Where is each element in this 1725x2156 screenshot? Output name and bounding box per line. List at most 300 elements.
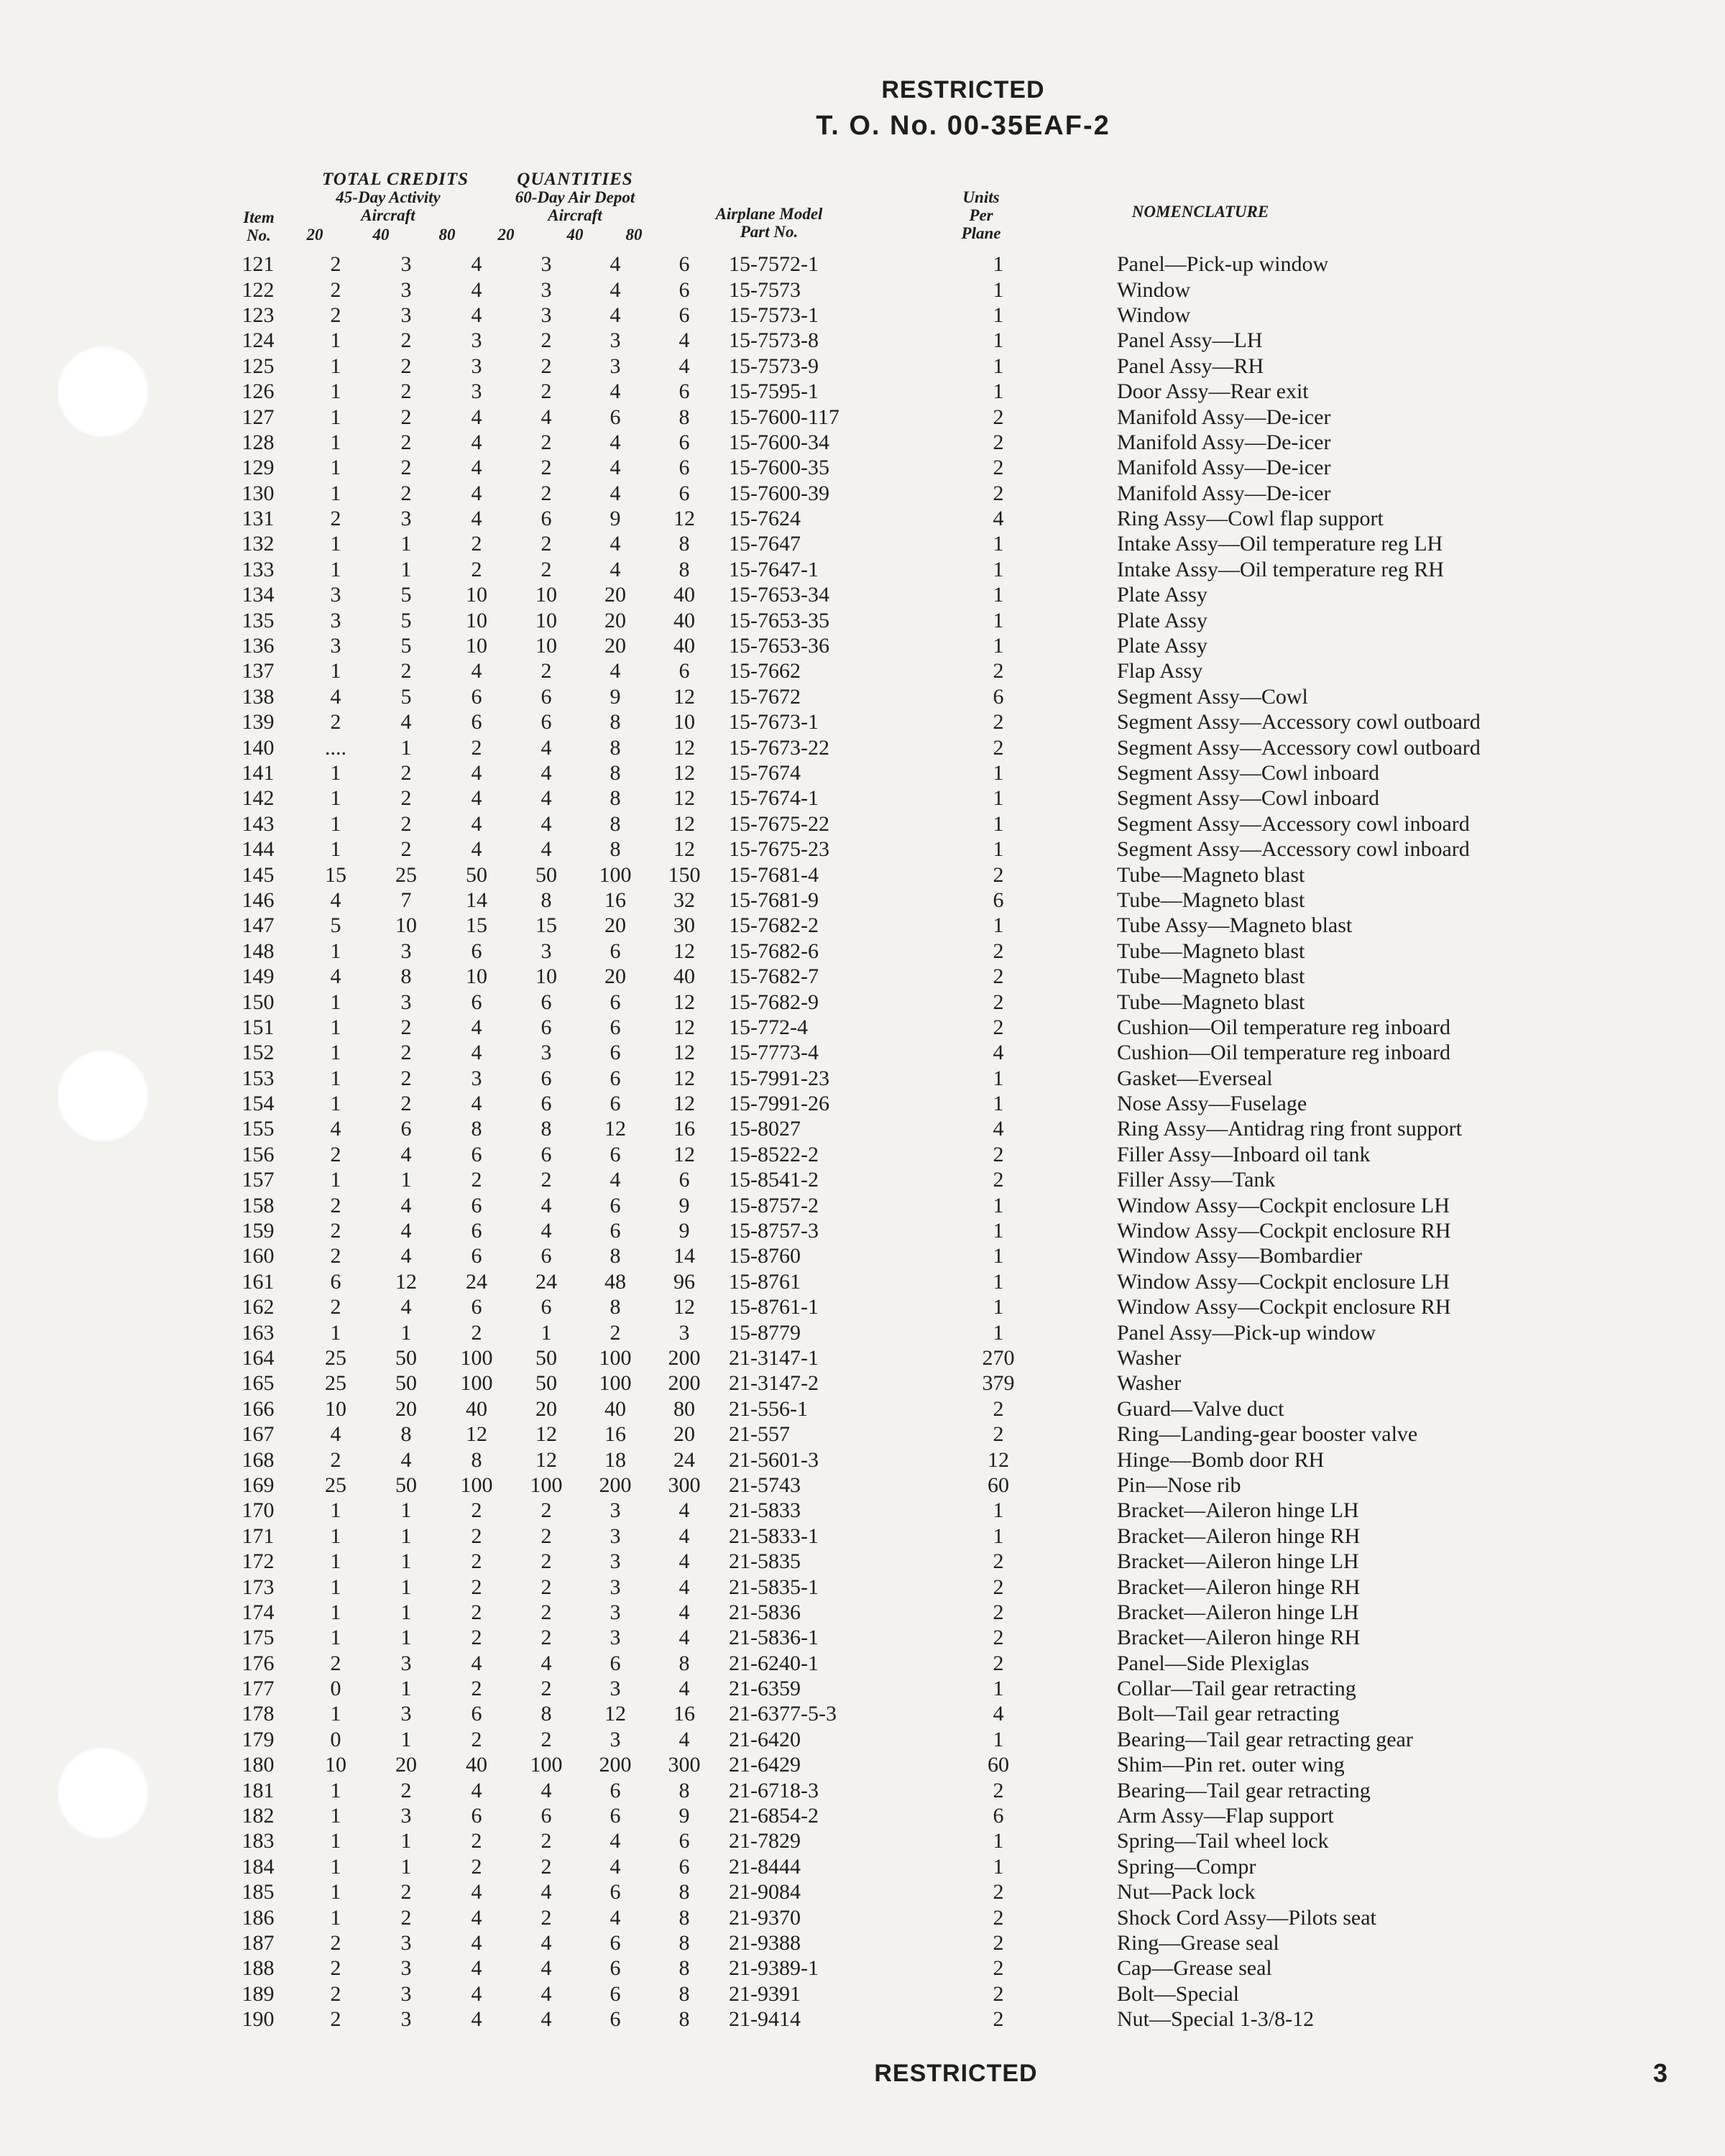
part-number-cell: 21-3147-2 [729,1371,819,1396]
depot-20-cell: 6 [540,1066,552,1090]
credits-80-cell: 2 [471,735,482,760]
depot-20-cell: 12 [535,1422,557,1447]
depot-80-cell: 9 [678,1219,690,1243]
table-row [216,1345,1481,1370]
credits-40-cell: 4 [400,1295,412,1319]
depot-80-cell: 4 [678,354,690,378]
credits-40-cell: 20 [395,1396,417,1421]
credits-40-cell: 8 [400,1422,412,1447]
depot-40-cell: 3 [610,1600,621,1624]
sub-header-20b: 20 [497,226,515,244]
credits-40-cell: 2 [400,354,412,378]
depot-80-cell: 12 [673,1066,695,1090]
depot-40-cell: 4 [610,481,621,505]
depot-40-cell: 4 [610,277,621,302]
depot-20-cell: 6 [540,507,552,531]
units-per-plane-cell: 1 [993,811,1004,836]
depot-80-cell: 6 [678,252,690,277]
units-per-plane-cell: 1 [993,786,1004,811]
nomenclature-cell: Manifold Assy—De-icer [1117,481,1331,505]
units-per-plane-cell: 1 [993,1295,1004,1319]
item-number-cell: 186 [242,1905,275,1930]
table-row [216,1650,1481,1675]
units-per-plane-cell: 1 [993,1677,1004,1701]
credits-20-cell: 1 [330,328,341,353]
nomenclature-cell: Manifold Assy—De-icer [1117,430,1331,454]
depot-40-cell: 3 [610,1524,621,1548]
depot-40-cell: 6 [610,1880,621,1904]
nomenclature-cell: Spring—Tail wheel lock [1117,1829,1329,1853]
units-per-plane-cell: 2 [993,659,1004,683]
units-per-plane-cell: 12 [988,1447,1009,1472]
part-number-cell: 21-5601-3 [729,1447,819,1472]
credits-20-cell: 1 [330,1804,341,1828]
credits-20-cell: 2 [330,507,341,531]
depot-20-cell: 4 [540,786,552,811]
depot-20-cell: 4 [540,1193,552,1217]
part-number-cell: 21-5835 [729,1549,801,1574]
credits-20-cell: 2 [330,303,341,327]
table-row [216,1243,1481,1268]
part-number-cell: 15-7675-23 [729,837,829,862]
units-per-plane-cell: 1 [993,913,1004,938]
credits-20-cell: 2 [330,1244,341,1268]
credits-40-cell: 50 [395,1371,417,1396]
credits-40-cell: 4 [400,1219,412,1243]
item-number-cell: 154 [242,1092,275,1116]
credits-80-cell: 4 [471,1778,482,1802]
item-number-cell: 180 [242,1753,275,1777]
depot-80-cell: 6 [678,303,690,327]
table-row [216,1015,1481,1040]
page-number: 3 [1653,2058,1668,2088]
credits-40-cell: 25 [395,862,417,887]
depot-40-cell: 4 [610,1168,621,1192]
item-number-cell: 175 [242,1626,275,1650]
table-row [216,760,1481,786]
depot-40-cell: 3 [610,1498,621,1523]
units-per-plane-cell: 2 [993,710,1004,734]
credits-80-cell: 24 [466,1269,487,1294]
depot-20-cell: 2 [540,1626,552,1650]
depot-80-cell: 200 [668,1345,701,1370]
credits-40-cell: 20 [395,1753,417,1777]
item-number-cell: 147 [242,913,275,938]
credits-80-cell: 14 [466,888,487,912]
nomenclature-cell: Segment Assy—Cowl inboard [1117,786,1379,811]
item-number-cell: 141 [242,761,275,785]
credits-80-cell: 4 [471,811,482,836]
depot-80-cell: 16 [673,1117,695,1141]
credits-80-cell: 6 [471,1219,482,1243]
nomenclature-cell: Panel—Pick-up window [1117,252,1329,277]
depot-20-cell: 3 [540,303,552,327]
credits-20-cell: 1 [330,811,341,836]
table-row [216,1447,1481,1472]
depot-40-cell: 4 [610,659,621,683]
credits-80-cell: 4 [471,430,482,454]
item-number-cell: 129 [242,456,275,480]
table-row [216,1777,1481,1802]
item-number-cell: 121 [242,252,275,277]
depot-80-cell: 4 [678,1575,690,1599]
depot-20-cell: 4 [540,1219,552,1243]
credits-40-cell: 10 [395,913,417,938]
depot-20-cell: 6 [540,1015,552,1039]
table-row [216,888,1481,913]
part-number-cell: 15-772-4 [729,1015,808,1039]
depot-20-cell: 2 [540,481,552,505]
credits-40-cell: 2 [400,405,412,429]
depot-80-cell: 24 [673,1447,695,1472]
credits-40-cell: 2 [400,1041,412,1065]
total-credits-title: TOTAL CREDITS [321,170,469,189]
table-row [216,734,1481,760]
item-number-cell: 170 [242,1498,275,1523]
table-row [216,354,1481,379]
depot-40-cell: 8 [610,1244,621,1268]
credits-20-cell: 1 [330,939,341,963]
depot-40-cell: 40 [604,1396,626,1421]
units-per-plane-cell: 1 [993,379,1004,404]
depot-20-cell: 2 [540,1854,552,1879]
nomenclature-cell: Nut—Special 1-3/8-12 [1117,2007,1315,2032]
nomenclature-cell: Bracket—Aileron hinge RH [1117,1626,1361,1650]
depot-20-cell: 2 [540,1575,552,1599]
depot-20-cell: 6 [540,1244,552,1268]
depot-40-cell: 6 [610,1066,621,1090]
nomenclature-cell: Flap Assy [1117,659,1203,683]
credits-20-cell: 4 [330,964,341,989]
item-header [223,208,295,244]
depot-80-cell: 8 [678,1880,690,1904]
item-number-cell: 143 [242,811,275,836]
table-row [216,557,1481,582]
nomenclature-cell: Bolt—Special [1117,1981,1239,2006]
activity-header [302,188,474,224]
part-number-cell: 15-7573-9 [729,354,819,378]
depot-20-cell: 4 [540,837,552,862]
credits-40-cell: 2 [400,761,412,785]
part-number-cell: 15-7682-9 [729,990,819,1014]
depot-80-cell: 40 [673,634,695,658]
nomenclature-cell: Spring—Compr [1117,1854,1256,1879]
credits-80-cell: 6 [471,1804,482,1828]
nomenclature-cell: Bracket—Aileron hinge RH [1117,1524,1361,1548]
depot-20-cell: 4 [540,811,552,836]
depot-20-cell: 8 [540,1702,552,1726]
credits-40-cell: 3 [400,2007,412,2032]
credits-20-cell: 1 [330,1168,341,1192]
credits-20-cell: 1 [330,1778,341,1802]
units-per-plane-cell: 1 [993,1092,1004,1116]
item-number-cell: 190 [242,2007,275,2032]
part-number-cell: 21-9391 [729,1981,801,2006]
depot-20-cell: 4 [540,2007,552,2032]
depot-80-cell: 4 [678,1498,690,1523]
part-number-cell: 15-7572-1 [729,252,819,277]
units-per-plane-cell: 2 [993,862,1004,887]
nomenclature-cell: Segment Assy—Cowl [1117,684,1308,709]
units-per-plane-cell: 4 [993,1117,1004,1141]
nomenclature-cell: Segment Assy—Accessory cowl inboard [1117,837,1470,862]
credits-40-cell: 5 [400,608,412,632]
table-row [216,1167,1481,1192]
item-number-cell: 155 [242,1117,275,1141]
table-row [216,811,1481,837]
table-row [216,1066,1481,1091]
depot-20-cell: 100 [530,1753,563,1777]
table-row [216,455,1481,480]
part-number-cell: 21-8444 [729,1854,801,1879]
credits-40-cell: 3 [400,1804,412,1828]
units-per-plane-cell: 1 [993,354,1004,378]
credits-20-cell: 2 [330,1981,341,2006]
units-per-plane-cell: 1 [993,1829,1004,1853]
nomenclature-cell: Ring Assy—Cowl flap support [1117,507,1384,531]
credits-20-cell: 1 [330,1524,341,1548]
credits-20-cell: 15 [325,862,346,887]
table-row [216,2007,1481,2032]
table-row [216,1879,1481,1904]
credits-80-cell: 8 [471,1117,482,1141]
credits-20-cell: 1 [330,481,341,505]
units-per-plane-cell: 4 [993,1702,1004,1726]
units-header-line3: Plane [961,224,1001,242]
depot-20-cell: 2 [540,1829,552,1853]
part-number-cell: 15-7991-26 [729,1092,829,1116]
nomenclature-cell: Plate Assy [1117,583,1208,607]
depot-40-cell: 6 [610,1142,621,1166]
depot-20-cell: 10 [535,583,557,607]
part-number-cell: 15-7681-9 [729,888,819,912]
credits-40-cell: 1 [400,1320,412,1345]
part-number-cell: 15-7682-6 [729,939,819,963]
table-row [216,531,1481,556]
depot-40-cell: 6 [610,1804,621,1828]
credits-40-cell: 50 [395,1473,417,1497]
depot-20-cell: 6 [540,1142,552,1166]
credits-20-cell: 6 [330,1269,341,1294]
part-number-cell: 15-8760 [729,1244,801,1268]
credits-20-cell: 0 [330,1727,341,1751]
nomenclature-cell: Bracket—Aileron hinge LH [1117,1600,1359,1624]
credits-40-cell: 3 [400,1651,412,1675]
credits-80-cell: 4 [471,1930,482,1955]
credits-80-cell: 4 [471,786,482,811]
item-number-cell: 144 [242,837,275,862]
item-number-cell: 156 [242,1142,275,1166]
credits-20-cell: 25 [325,1371,346,1396]
table-row [216,303,1481,328]
credits-20-cell: 2 [330,1930,341,1955]
item-number-cell: 169 [242,1473,275,1497]
part-number-cell: 15-7773-4 [729,1041,819,1065]
credits-40-cell: 12 [395,1269,417,1294]
credits-40-cell: 4 [400,710,412,734]
units-per-plane-cell: 2 [993,1778,1004,1802]
nomenclature-cell: Segment Assy—Cowl inboard [1117,761,1379,785]
units-per-plane-cell: 60 [988,1473,1009,1497]
depot-80-cell: 4 [678,1549,690,1574]
units-per-plane-cell: 1 [993,761,1004,785]
nomenclature-cell: Filler Assy—Tank [1117,1168,1276,1192]
depot-80-cell: 6 [678,1854,690,1879]
part-number-cell: 15-7647 [729,532,801,556]
depot-40-cell: 9 [610,684,621,709]
table-row [216,837,1481,862]
depot-40-cell: 4 [610,456,621,480]
part-number-cell: 21-6240-1 [729,1651,819,1675]
item-number-cell: 160 [242,1244,275,1268]
depot-20-cell: 2 [540,456,552,480]
depot-40-cell: 6 [610,1015,621,1039]
binder-hole-middle [56,1049,150,1143]
item-number-cell: 128 [242,430,275,454]
credits-40-cell: 2 [400,1778,412,1802]
credits-20-cell: 3 [330,583,341,607]
depot-40-cell: 20 [604,913,626,938]
depot-80-cell: 12 [673,1142,695,1166]
depot-40-cell: 6 [610,1041,621,1065]
depot-40-cell: 6 [610,1092,621,1116]
depot-40-cell: 8 [610,735,621,760]
nomenclature-cell: Shim—Pin ret. outer wing [1117,1753,1345,1777]
nomenclature-cell: Nose Assy—Fuselage [1117,1092,1307,1116]
table-row [216,1727,1481,1752]
depot-80-cell: 150 [668,862,701,887]
depot-80-cell: 6 [678,430,690,454]
credits-40-cell: 2 [400,837,412,862]
restricted-header: RESTRICTED [881,76,1045,103]
credits-80-cell: 6 [471,1295,482,1319]
credits-40-cell: 5 [400,583,412,607]
credits-20-cell: 1 [330,1498,341,1523]
credits-40-cell: 4 [400,1193,412,1217]
credits-80-cell: 4 [471,1651,482,1675]
item-number-cell: 185 [242,1880,275,1904]
units-per-plane-cell: 1 [993,583,1004,607]
depot-20-cell: 4 [540,1778,552,1802]
part-number-cell: 15-7600-34 [729,430,829,454]
units-per-plane-cell: 2 [993,1168,1004,1192]
item-number-cell: 172 [242,1549,275,1574]
credits-20-cell: 2 [330,1447,341,1472]
depot-80-cell: 40 [673,608,695,632]
units-per-plane-cell: 2 [993,2007,1004,2032]
table-row [216,658,1481,683]
credits-40-cell: 2 [400,379,412,404]
depot-80-cell: 3 [678,1320,690,1345]
part-number-cell: 21-9388 [729,1930,801,1955]
units-per-plane-cell: 270 [982,1345,1015,1370]
credits-20-cell: 1 [330,1092,341,1116]
credits-40-cell: 2 [400,1092,412,1116]
table-row [216,1524,1481,1549]
credits-20-cell: 1 [330,430,341,454]
nomenclature-cell: Panel—Side Plexiglas [1117,1651,1310,1675]
credits-40-cell: 1 [400,1168,412,1192]
credits-20-cell: 3 [330,634,341,658]
credits-80-cell: 100 [460,1371,493,1396]
item-number-cell: 183 [242,1829,275,1853]
nomenclature-cell: Bracket—Aileron hinge LH [1117,1498,1359,1523]
nomenclature-cell: Gasket—Everseal [1117,1066,1273,1090]
credits-40-cell: 1 [400,1677,412,1701]
credits-40-cell: 50 [395,1345,417,1370]
item-number-cell: 151 [242,1015,275,1039]
item-number-cell: 167 [242,1422,275,1447]
part-number-cell: 15-7573 [729,277,801,302]
item-number-cell: 184 [242,1854,275,1879]
sub-header-80a: 80 [438,226,456,244]
depot-40-cell: 3 [610,1677,621,1701]
credits-80-cell: 100 [460,1473,493,1497]
depot-20-cell: 8 [540,888,552,912]
units-per-plane-cell: 6 [993,1804,1004,1828]
credits-80-cell: 4 [471,1015,482,1039]
depot-20-cell: 2 [540,1677,552,1701]
units-per-plane-cell: 1 [993,1269,1004,1294]
credits-40-cell: 1 [400,735,412,760]
units-per-plane-cell: 2 [993,1422,1004,1447]
credits-80-cell: 10 [466,583,487,607]
credits-40-cell: 2 [400,1905,412,1930]
credits-80-cell: 4 [471,507,482,531]
table-row [216,913,1481,938]
part-number-cell: 21-6718-3 [729,1778,819,1802]
depot-20-cell: 4 [540,1981,552,2006]
credits-80-cell: 2 [471,1600,482,1624]
credits-80-cell: 3 [471,1066,482,1090]
credits-20-cell: 1 [330,1626,341,1650]
credits-40-cell: 7 [400,888,412,912]
credits-80-cell: 40 [466,1396,487,1421]
depot-80-cell: 12 [673,507,695,531]
nomenclature-cell: Bolt—Tail gear retracting [1117,1702,1340,1726]
part-number-cell: 15-7673-22 [729,735,829,760]
part-number-cell: 21-7829 [729,1829,801,1853]
units-per-plane-cell: 2 [993,1142,1004,1166]
part-number-cell: 21-5833-1 [729,1524,819,1548]
nomenclature-cell: Washer [1117,1345,1182,1370]
part-number-cell: 21-9084 [729,1880,801,1904]
credits-20-cell: 0 [330,1677,341,1701]
depot-20-cell: 4 [540,1956,552,1981]
credits-40-cell: 1 [400,1600,412,1624]
depot-80-cell: 6 [678,481,690,505]
table-row [216,964,1481,989]
depot-40-cell: 6 [610,1219,621,1243]
credits-80-cell: 6 [471,1193,482,1217]
item-header-line2: No. [247,226,271,244]
depot-20-cell: 2 [540,430,552,454]
units-per-plane-cell: 60 [988,1753,1009,1777]
depot-20-cell: 6 [540,1804,552,1828]
item-number-cell: 177 [242,1677,275,1701]
table-row [216,1625,1481,1650]
credits-40-cell: 6 [400,1117,412,1141]
depot-40-cell: 20 [604,608,626,632]
depot-80-cell: 4 [678,1727,690,1751]
part-number-cell: 21-9370 [729,1905,801,1930]
depot-40-cell: 8 [610,786,621,811]
table-row [216,1396,1481,1422]
credits-40-cell: 1 [400,1575,412,1599]
nomenclature-cell: Window [1117,303,1191,327]
item-number-cell: 171 [242,1524,275,1548]
credits-80-cell: 6 [471,710,482,734]
